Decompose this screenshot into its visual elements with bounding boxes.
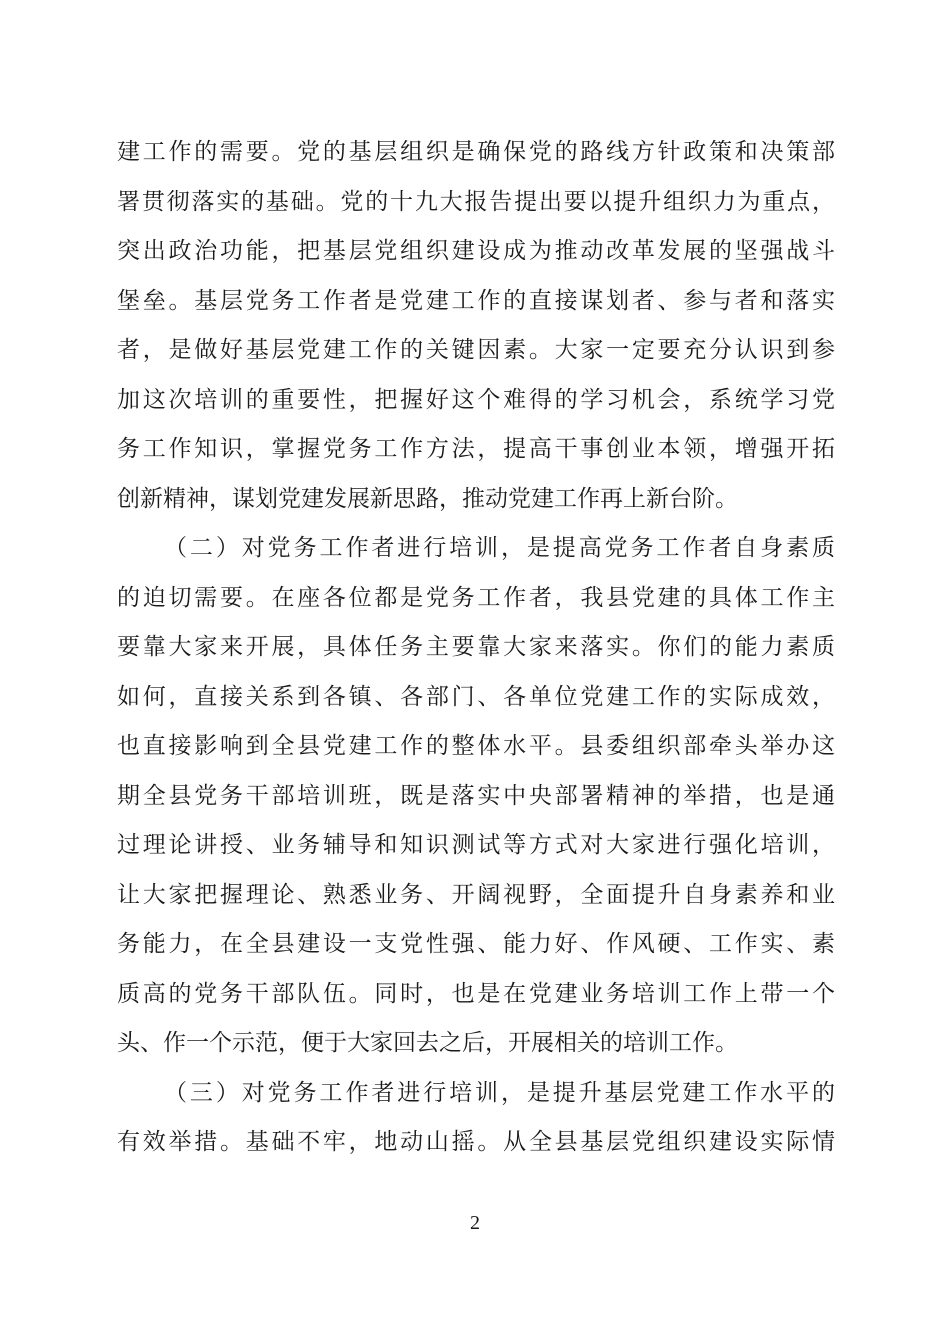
text-line: 加这次培训的重要性，把握好这个难得的学习机会，系统学习党 (117, 387, 835, 413)
text-line: 创新精神，谋划党建发展新思路，推动党建工作再上新台阶。 (117, 486, 738, 512)
text-line: 务能力，在全县建设一支党性强、能力好、作风硬、工作实、素 (117, 931, 835, 957)
paragraph-start-line: （二）对党务工作者进行培训，是提高党务工作者自身素质 (164, 535, 835, 561)
text-line: 有效举措。基础不牢，地动山摇。从全县基层党组织建设实际情 (117, 1129, 835, 1155)
text-line: 堡垒。基层党务工作者是党建工作的直接谋划者、参与者和落实 (117, 288, 835, 314)
paragraph-start-line: （三）对党务工作者进行培训，是提升基层党建工作水平的 (164, 1080, 835, 1106)
text-line: 的迫切需要。在座各位都是党务工作者，我县党建的具体工作主 (117, 585, 835, 611)
text-line: 头、作一个示范，便于大家回去之后，开展相关的培训工作。 (117, 1030, 738, 1056)
text-line: 要靠大家来开展，具体任务主要靠大家来落实。你们的能力素质 (117, 634, 835, 660)
text-line: 质高的党务干部队伍。同时，也是在党建业务培训工作上带一个 (117, 981, 835, 1007)
text-line: 也直接影响到全县党建工作的整体水平。县委组织部牵头举办这 (117, 733, 835, 759)
text-line: 突出政治功能，把基层党组织建设成为推动改革发展的坚强战斗 (117, 238, 835, 264)
text-line: 者，是做好基层党建工作的关键因素。大家一定要充分认识到参 (117, 337, 835, 363)
text-line: 建工作的需要。党的基层组织是确保党的路线方针政策和决策部 (117, 139, 835, 165)
text-line: 过理论讲授、业务辅导和知识测试等方式对大家进行强化培训， (117, 832, 835, 858)
text-line: 署贯彻落实的基础。党的十九大报告提出要以提升组织力为重点， (117, 189, 835, 215)
text-line: 务工作知识，掌握党务工作方法，提高干事创业本领，增强开拓 (117, 436, 835, 462)
text-line: 让大家把握理论、熟悉业务、开阔视野，全面提升自身素养和业 (117, 882, 835, 908)
page-number: 2 (470, 1212, 480, 1234)
text-line: 期全县党务干部培训班，既是落实中央部署精神的举措，也是通 (117, 783, 835, 809)
text-line: 如何，直接关系到各镇、各部门、各单位党建工作的实际成效， (117, 684, 835, 710)
